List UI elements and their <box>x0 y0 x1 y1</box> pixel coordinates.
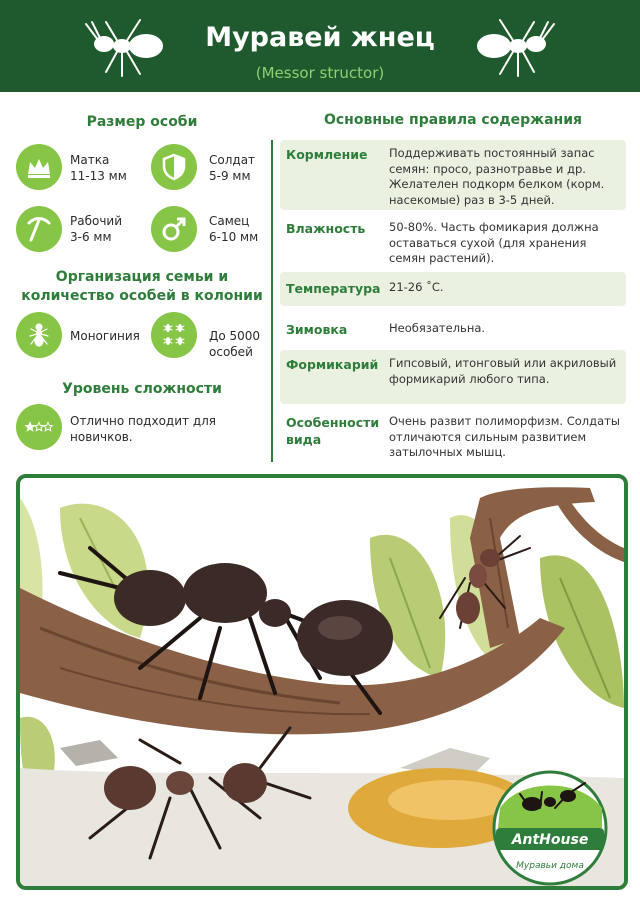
size-worker <box>70 213 122 245</box>
colony-count-label: До 5000 особей <box>209 329 261 359</box>
size-soldier-name: Солдат <box>209 153 256 167</box>
stone <box>60 740 118 766</box>
pickaxe-icon <box>24 214 54 244</box>
anthouse-logo <box>494 772 606 884</box>
crown-icon <box>24 152 54 182</box>
size-worker-value: 3-6 мм <box>70 230 112 244</box>
colony-section-title: Организация семьи и количество особей в колонии <box>21 269 263 304</box>
rule-label: Температура <box>286 281 381 296</box>
rule-text: Очень развит полиморфизм. Солдаты отличаются сильным развитием затылочных мышц. <box>389 414 620 459</box>
pickaxe-icon-circle <box>16 206 62 252</box>
crown-icon-circle <box>16 144 62 190</box>
shield-icon <box>159 152 189 182</box>
page-subtitle: (Messor structor) <box>255 64 385 82</box>
size-worker-name: Рабочий <box>70 214 123 228</box>
star-rating-icon <box>22 412 56 442</box>
seed-highlight <box>388 780 512 820</box>
rule-text: Поддерживать постоянный запас семян: просо, разнотравье и др. Желателен подкорм белком (корм. насекомые) раз в 3-5 дней. <box>389 146 605 207</box>
rule-label: Формикарий <box>286 357 379 372</box>
rule-row-formicarium <box>280 350 626 404</box>
size-queen <box>70 152 127 184</box>
difficulty-section-title: Уровень сложности <box>62 381 222 397</box>
ant-group-icon <box>159 320 189 350</box>
single-ant-icon-circle <box>16 312 62 358</box>
rule-row-feeding <box>280 140 626 210</box>
size-male-value: 6-10 мм <box>209 230 259 244</box>
rule-row-features <box>280 408 626 464</box>
male-symbol-icon <box>159 214 189 244</box>
star-rating <box>26 422 53 430</box>
rule-text: Необязательна. <box>389 321 486 335</box>
page-title: Муравей жнец <box>205 22 435 53</box>
rule-label: Кормление <box>286 147 368 162</box>
rule-text: 21-26 ˚С. <box>389 280 444 294</box>
size-male-name: Самец <box>209 214 250 228</box>
rule-label: Особенности вида <box>286 415 380 447</box>
logo-brand: AntHouse <box>511 832 589 848</box>
size-soldier-value: 5-9 мм <box>209 169 251 183</box>
column-divider <box>271 140 273 462</box>
rule-row-temperature <box>280 272 626 306</box>
ant-scene-illustration <box>20 478 624 886</box>
difficulty-stars-circle <box>16 404 62 450</box>
ant-icon <box>24 320 54 350</box>
colony-type-label: Моногиния <box>70 329 140 343</box>
rules-section-title: Основные правила содержания <box>323 112 583 128</box>
rule-row-wintering <box>280 312 626 348</box>
ant-illustration <box>16 474 628 890</box>
male-icon-circle <box>151 206 197 252</box>
shield-icon-circle <box>151 144 197 190</box>
size-soldier <box>209 152 255 184</box>
logo-tagline: Муравьи дома <box>516 861 584 871</box>
star-filled-icon <box>26 422 35 430</box>
difficulty-text: Отлично подходит для новичков. <box>70 414 217 444</box>
header-banner <box>0 0 640 92</box>
star-empty-icon <box>44 422 53 430</box>
star-empty-icon <box>35 422 44 430</box>
size-section-title: Размер особи <box>86 114 198 130</box>
size-queen-value: 11-13 мм <box>70 169 127 183</box>
rule-text: Гипсовый, итонговый или акриловый формикарий любого типа. <box>389 356 617 386</box>
rule-label: Зимовка <box>286 322 348 337</box>
ant-group-icon-circle <box>151 312 197 358</box>
rule-row-humidity <box>280 214 626 270</box>
size-male <box>209 213 258 245</box>
rule-text: 50-80%. Часть фомикария должна оставаться сухой (для хранения семян растений). <box>389 220 599 265</box>
rule-label: Влажность <box>286 221 366 236</box>
ant-icon <box>466 16 558 80</box>
size-queen-name: Матка <box>70 153 110 167</box>
